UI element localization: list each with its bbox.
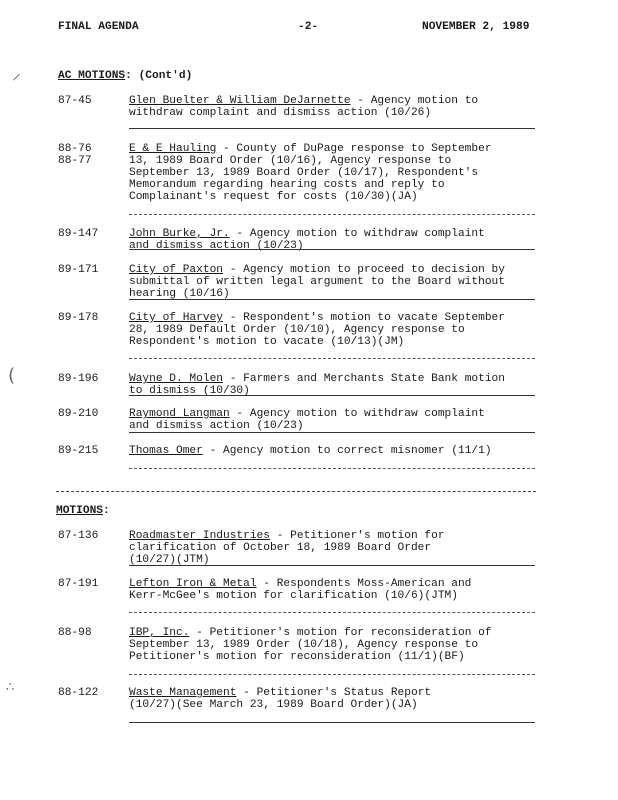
entry-text: - Petitioner's Status Report (236, 687, 432, 699)
docket-number: 89-196 (58, 373, 99, 385)
entry-text: - Petitioner's motion for (270, 530, 445, 542)
entry-text: - Agency motion to (350, 95, 479, 107)
entry-description (129, 264, 539, 300)
case-name: Lefton Iron & Metal (129, 578, 257, 590)
entry-text: to dismiss (10/30) (129, 385, 250, 397)
section-title-ac-motions (58, 70, 192, 82)
docket-number: 89-210 (58, 408, 99, 420)
entry-description (129, 445, 539, 457)
entry-description (129, 627, 539, 663)
signature-line (129, 299, 535, 300)
case-name: Wayne D. Molen (129, 373, 223, 385)
entry-description (129, 143, 539, 203)
entry-description (129, 373, 539, 397)
signature-line (129, 358, 535, 359)
case-name: Roadmaster Industries (129, 530, 270, 542)
docket-number: 87-45 (58, 95, 92, 107)
signature-line (129, 249, 535, 250)
entry-text: - Agency motion to proceed to decision by (223, 264, 505, 276)
entry-text: - County of DuPage response to September (216, 143, 492, 155)
entry-text: Petitioner's motion for reconsideration (11/1)(BF) (129, 651, 465, 663)
margin-mark: ∴ (6, 680, 15, 695)
page-number: -2- (298, 21, 319, 33)
docket-number: 87-136 (58, 530, 99, 542)
signature-line (129, 128, 535, 129)
case-name: Raymond Langman (129, 408, 230, 420)
case-name: Waste Management (129, 687, 237, 699)
entry-text: - Agency motion to withdraw complaint (229, 408, 485, 420)
margin-mark: ⸝ (12, 63, 21, 84)
entry-text: (10/27)(See March 23, 1989 Board Order)(JA) (129, 699, 418, 711)
entry-text: 28, 1989 Default Order (10/10), Agency response to (129, 324, 465, 336)
signature-line (129, 674, 535, 675)
entry-description (129, 312, 539, 348)
docket-number: 87-191 (58, 578, 99, 590)
signature-line (129, 565, 535, 566)
entry-text: - Respondent's motion to vacate September (223, 312, 505, 324)
entry-text: - Farmers and Merchants State Bank motion (223, 373, 505, 385)
docket-number: 89-171 (58, 264, 99, 276)
signature-line (129, 722, 535, 723)
entry-description (129, 578, 539, 602)
header-date: NOVEMBER 2, 1989 (422, 21, 530, 33)
signature-line (129, 214, 535, 215)
entry-description (129, 530, 539, 566)
entry-text: Kerr-McGee's motion for clarification (10/6)(JTM) (129, 590, 458, 602)
case-name: Glen Buelter & William DeJarnette (129, 95, 351, 107)
entry-text: and dismiss action (10/23) (129, 240, 304, 252)
entry-text: - Agency motion to withdraw complaint (229, 228, 485, 240)
docket-number: 89-178 (58, 312, 99, 324)
case-name: City of Harvey (129, 312, 223, 324)
entry-text: Memorandum regarding hearing costs and reply to (129, 179, 445, 191)
signature-line (129, 432, 535, 433)
entry-text: (10/27)(JTM) (129, 554, 210, 566)
entry-text: September 13, 1989 Order (10/18), Agency response to (129, 639, 479, 651)
section-title-suffix: : (103, 505, 110, 517)
entry-text: and dismiss action (10/23) (129, 420, 304, 432)
case-name: City of Paxton (129, 264, 223, 276)
entry-description (129, 408, 539, 432)
section-title-text: MOTIONS (56, 505, 103, 517)
docket-number: 89-147 (58, 228, 99, 240)
signature-line (129, 612, 535, 613)
entry-text: - Respondents Moss-American and (256, 578, 472, 590)
section-title-suffix: : (Cont'd) (125, 70, 193, 82)
header-left: FINAL AGENDA (58, 21, 139, 33)
entry-text: September 13, 1989 Board Order (10/17), Respondent's (129, 167, 479, 179)
entry-text: submittal of written legal argument to the Board without (129, 276, 505, 288)
case-name: Thomas Omer (129, 445, 203, 457)
entry-text: Respondent's motion to vacate (10/13)(JM) (129, 336, 405, 348)
case-name: John Burke, Jr. (129, 228, 230, 240)
docket-number: 89-215 (58, 445, 99, 457)
entry-description (129, 95, 539, 119)
case-name: IBP, Inc. (129, 627, 190, 639)
entry-text: - Agency motion to correct misnomer (11/1) (202, 445, 492, 457)
margin-mark: ( (8, 365, 16, 386)
case-name: E & E Hauling (129, 143, 217, 155)
entry-text: - Petitioner's motion for reconsideration of (189, 627, 492, 639)
section-title-motions (56, 505, 110, 517)
entry-text: hearing (10/16) (129, 288, 230, 300)
entry-description (129, 687, 539, 711)
entry-text: clarification of October 18, 1989 Board Order (129, 542, 432, 554)
signature-line (129, 395, 535, 396)
entry-text: 13, 1989 Board Order (10/16), Agency response to (129, 155, 452, 167)
docket-number: 88-76 88-77 (58, 143, 92, 167)
section-title-text: AC MOTIONS (58, 70, 126, 82)
entry-text: withdraw complaint and dismiss action (10/26) (129, 107, 432, 119)
section-separator (56, 491, 536, 492)
docket-number: 88-98 (58, 627, 92, 639)
docket-number: 88-122 (58, 687, 99, 699)
signature-line (129, 468, 535, 469)
entry-text: Complainant's request for costs (10/30)(JA) (129, 191, 418, 203)
